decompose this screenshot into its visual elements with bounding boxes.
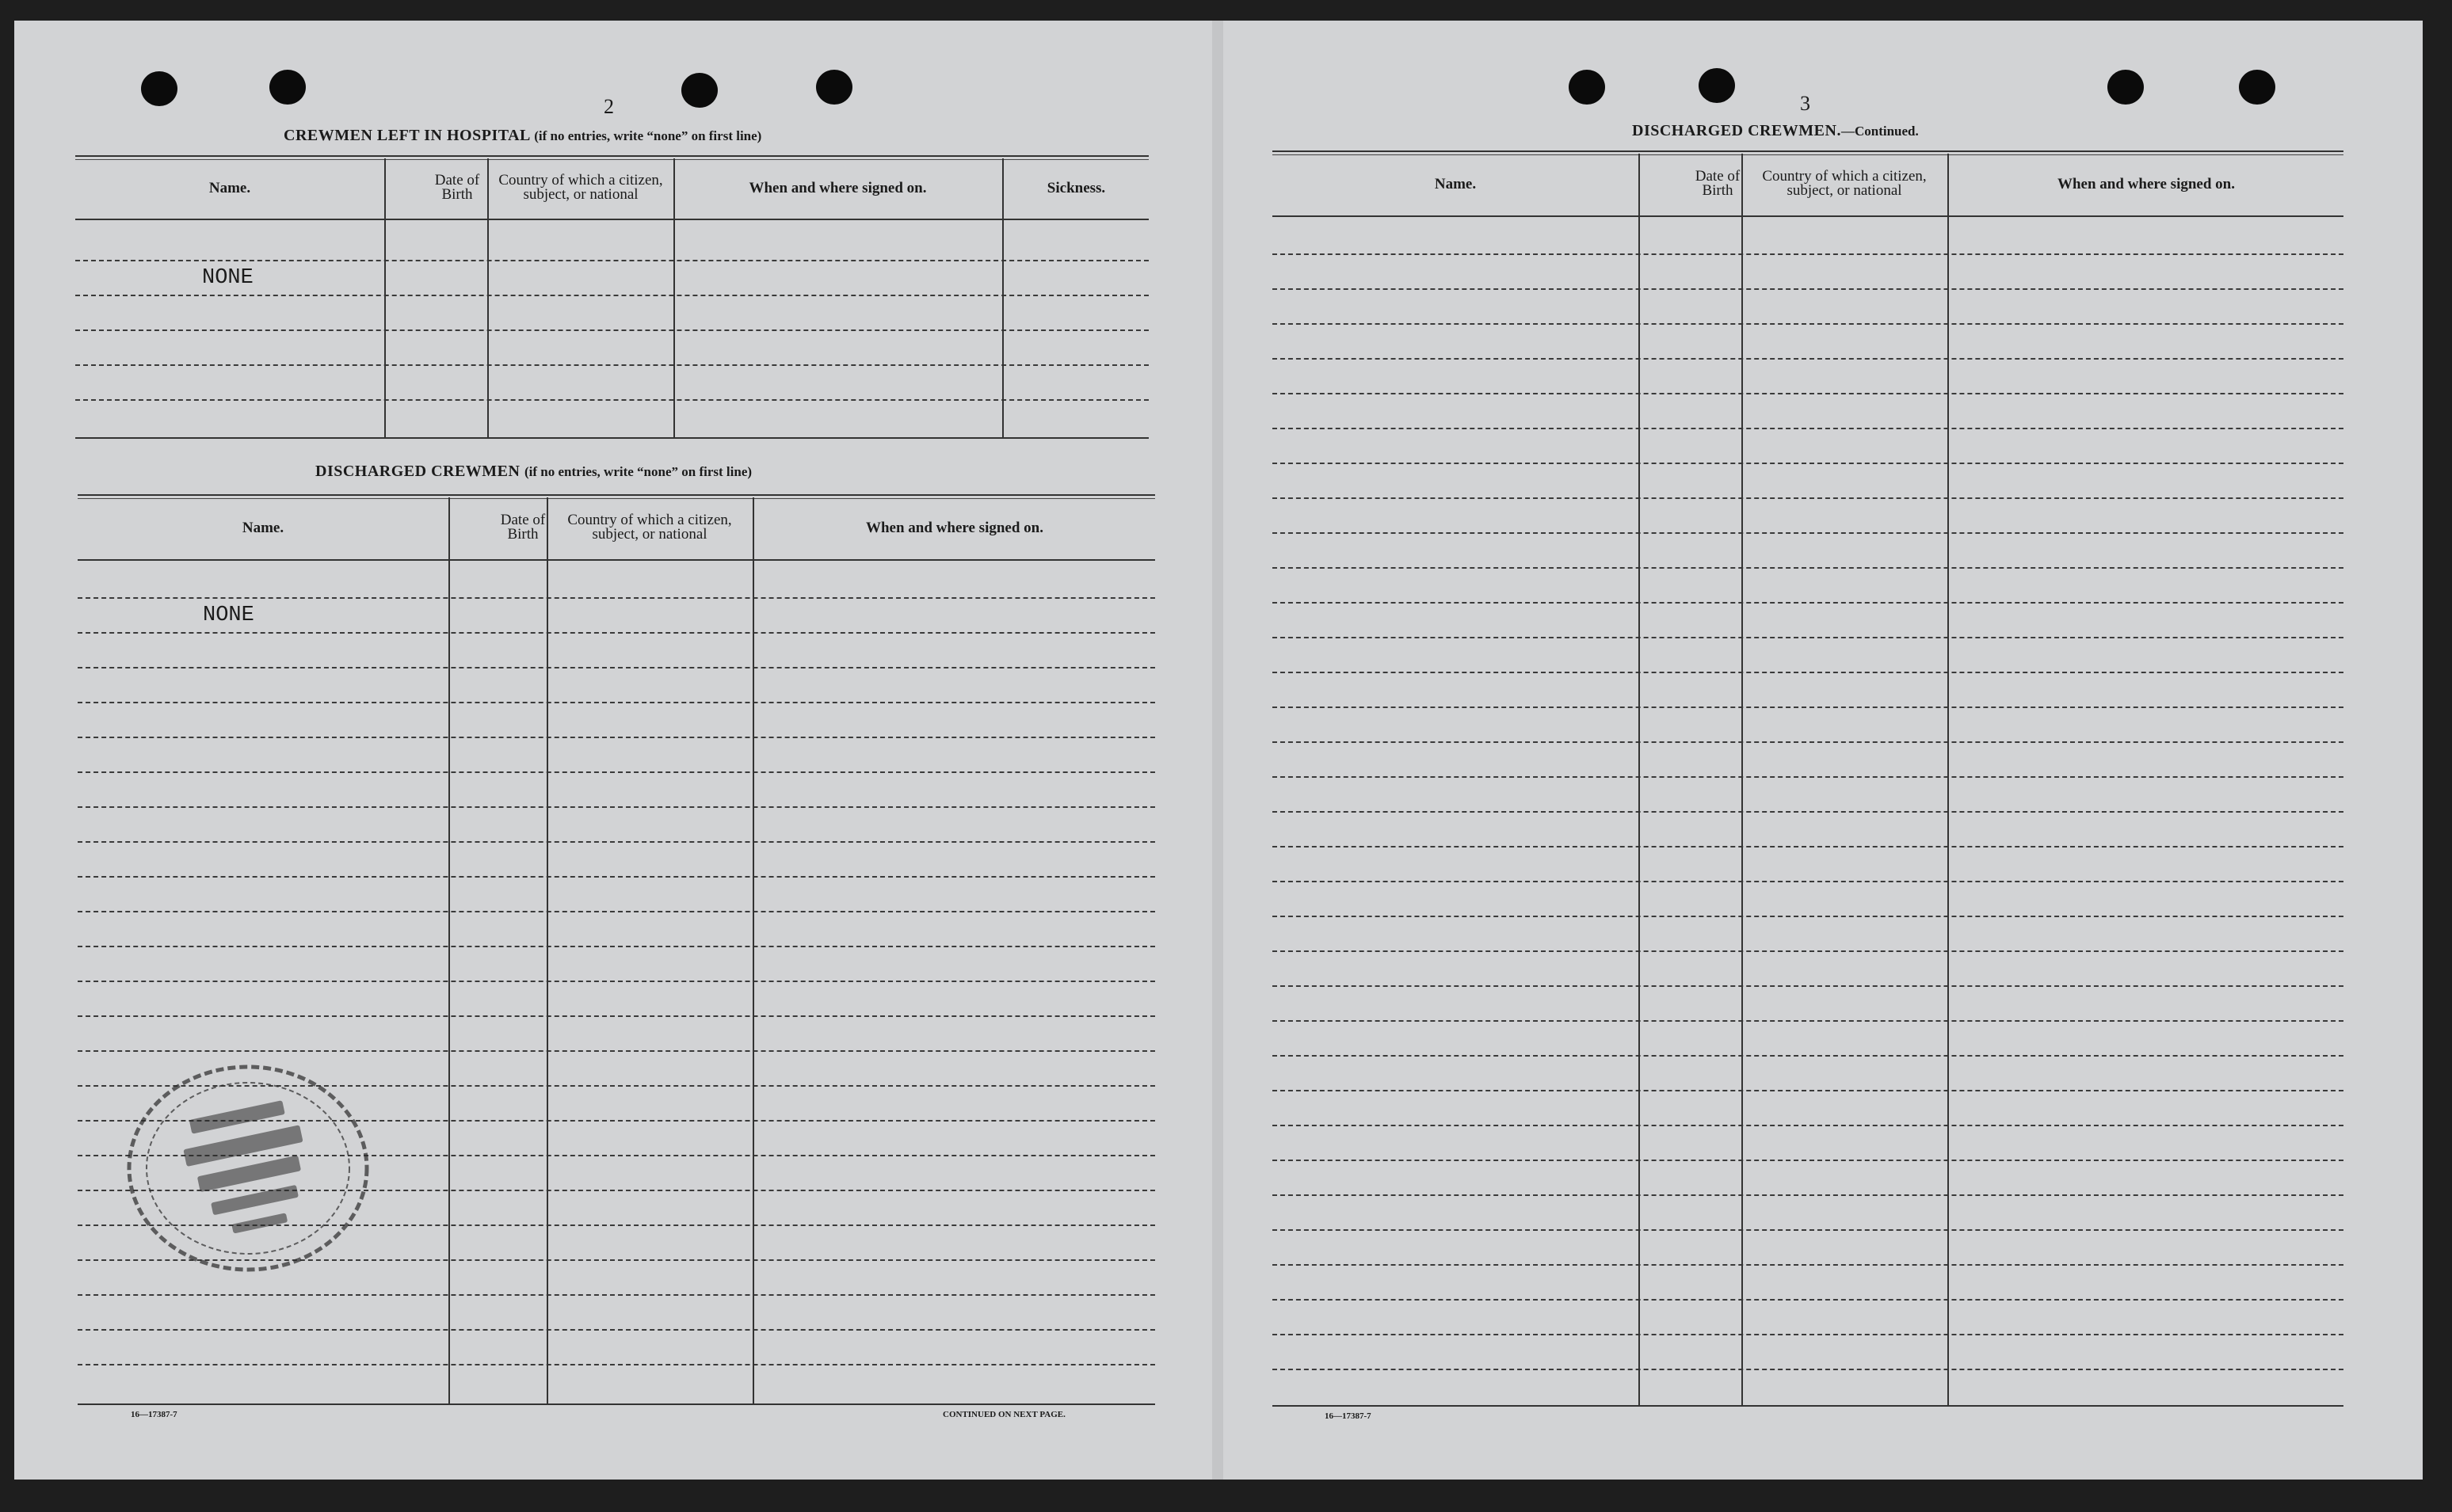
col-header-country: Country of which a citizen, subject, or national [1762, 168, 1927, 199]
table-row [1272, 637, 2343, 638]
table-row [78, 1364, 1155, 1365]
table-bottom-rule [75, 437, 1149, 439]
discharged-entry: NONE [203, 604, 254, 627]
col-header-country: Country of which a citizen, subject, or national [498, 172, 663, 203]
column-divider [547, 497, 548, 1403]
table-row [78, 702, 1155, 703]
column-divider [1741, 154, 1743, 1405]
table-row [1272, 706, 2343, 708]
table-row [1272, 253, 2343, 255]
form-number-right: 16—17387-7 [1325, 1411, 1371, 1421]
page-number-left: 2 [604, 95, 614, 118]
table-row [1272, 672, 2343, 673]
table-row [1272, 741, 2343, 743]
table-row [75, 364, 1149, 366]
table-row [1272, 1020, 2343, 1022]
punch-hole [269, 70, 306, 105]
table-row [1272, 1160, 2343, 1161]
table-row [1272, 288, 2343, 290]
punch-hole [1699, 68, 1735, 103]
discharged-title-main: DISCHARGED CREWMEN [315, 463, 521, 480]
table-row [1272, 916, 2343, 917]
hospital-table [75, 155, 1149, 439]
form-number-left: 16—17387-7 [131, 1410, 177, 1419]
col-header-country: Country of which a citizen, subject, or national [567, 512, 732, 543]
table-row [1272, 428, 2343, 429]
table-row [78, 632, 1155, 634]
table-row [78, 946, 1155, 947]
punch-hole [141, 71, 177, 106]
table-row [1272, 393, 2343, 394]
header-rule [75, 219, 1149, 220]
discharged-table-title [315, 463, 752, 481]
table-row [1272, 358, 2343, 360]
col-header-signed-on: When and where signed on. [865, 520, 1043, 536]
table-row [78, 1294, 1155, 1296]
table-row [75, 295, 1149, 296]
col-header-name: Name. [1434, 176, 1477, 192]
table-row [78, 806, 1155, 808]
discharged-table-right [1272, 150, 2343, 1408]
hospital-entry: NONE [202, 266, 254, 290]
table-row [1272, 950, 2343, 952]
header-rule [1272, 215, 2343, 217]
table-row [1272, 567, 2343, 569]
table-row [78, 667, 1155, 668]
punch-hole [1569, 70, 1605, 105]
col-header-date-of-birth: Date of Birth [500, 512, 546, 543]
table-row [1272, 1334, 2343, 1335]
circular-stamp [125, 1061, 371, 1275]
table-row [78, 737, 1155, 738]
table-row [78, 981, 1155, 982]
table-row [1272, 846, 2343, 847]
table-row [1272, 1264, 2343, 1266]
col-header-date-of-birth: Date of Birth [1695, 168, 1741, 199]
hospital-title-main: CREWMEN LEFT IN HOSPITAL [284, 127, 530, 144]
table-row [78, 1050, 1155, 1052]
table-row [1272, 1194, 2343, 1196]
table-row [1272, 1055, 2343, 1057]
col-header-name: Name. [242, 520, 284, 536]
table-row [1272, 985, 2343, 987]
table-row [1272, 776, 2343, 778]
col-header-signed-on: When and where signed on. [2057, 176, 2235, 192]
page-number-right: 3 [1800, 92, 1810, 115]
table-row [78, 771, 1155, 773]
punch-hole [2107, 70, 2144, 105]
header-rule [78, 559, 1155, 561]
continued-note: CONTINUED ON NEXT PAGE. [943, 1410, 1066, 1419]
table-row [1272, 497, 2343, 499]
table-row [1272, 881, 2343, 882]
hospital-title-note: (if no entries, write “none” on first line) [534, 128, 762, 143]
table-row [1272, 1125, 2343, 1126]
hospital-table-title [284, 127, 761, 145]
table-row [78, 841, 1155, 843]
table-row [75, 329, 1149, 331]
table-row [78, 911, 1155, 912]
table-row [1272, 1229, 2343, 1231]
table-row [1272, 811, 2343, 813]
table-row [1272, 1299, 2343, 1301]
column-divider [448, 497, 450, 1403]
table-bottom-rule [1272, 1405, 2343, 1407]
table-row [1272, 1369, 2343, 1370]
table-row [75, 260, 1149, 261]
table-row [78, 1015, 1155, 1017]
punch-hole [2239, 70, 2275, 105]
table-row [75, 399, 1149, 401]
table-row [78, 1329, 1155, 1331]
table-row [78, 597, 1155, 599]
table-row [1272, 602, 2343, 604]
table-row [1272, 532, 2343, 534]
discharged-continued-main: DISCHARGED CREWMEN. [1632, 122, 1841, 139]
col-header-name: Name. [208, 180, 251, 196]
table-row [1272, 1090, 2343, 1091]
table-bottom-rule [78, 1403, 1155, 1405]
col-header-signed-on: When and where signed on. [749, 180, 927, 196]
column-divider [753, 497, 754, 1403]
punch-hole [816, 70, 852, 105]
column-divider [1638, 154, 1640, 1405]
column-divider [384, 158, 386, 437]
col-header-sickness: Sickness. [1047, 180, 1106, 196]
column-divider [1947, 154, 1949, 1405]
table-row [1272, 463, 2343, 464]
discharged-title-note: (if no entries, write “none” on first line) [524, 464, 753, 479]
discharged-continued-suffix: —Continued. [1840, 124, 1919, 139]
discharged-continued-title [1632, 122, 1919, 140]
col-header-date-of-birth: Date of Birth [434, 172, 480, 203]
punch-hole [681, 73, 718, 108]
table-row [78, 876, 1155, 878]
page-spine [1212, 21, 1223, 1480]
table-row [1272, 323, 2343, 325]
